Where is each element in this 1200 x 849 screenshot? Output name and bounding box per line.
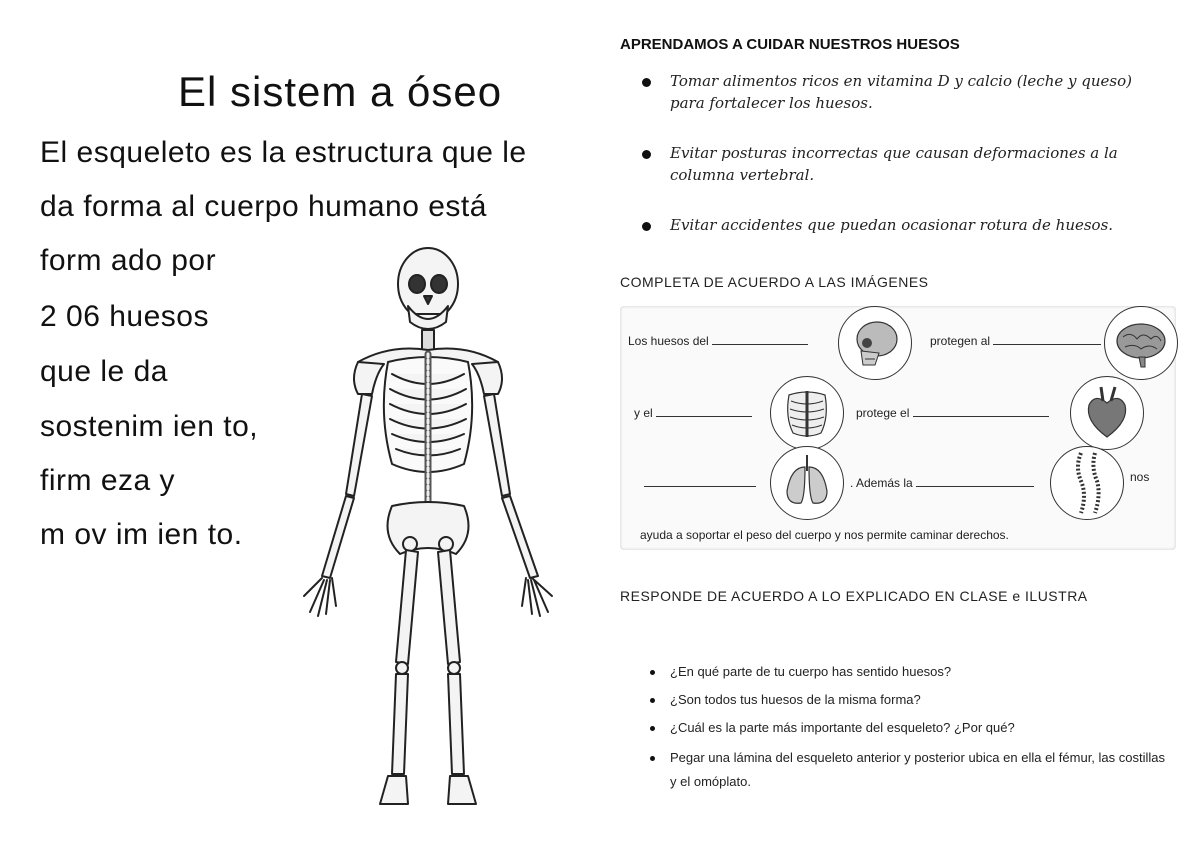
worksheet-row2a xyxy=(634,406,752,420)
bullet-icon xyxy=(642,78,651,87)
blank-field[interactable] xyxy=(916,476,1034,487)
lungs-icon xyxy=(770,446,844,520)
question-text: Pegar una lámina del esqueleto anterior y posterior ubica en ella el fémur, las costillas y el omóplato. xyxy=(670,750,1165,789)
skull-icon xyxy=(838,306,912,380)
page-title: El sistem a óseo xyxy=(178,68,503,115)
intro-line-5: que le da xyxy=(40,355,168,388)
intro-line-6: sostenim ien to, xyxy=(40,410,259,443)
fill-in-worksheet xyxy=(620,306,1176,550)
worksheet-row2a-text: y el xyxy=(634,406,653,420)
care-item-text: Tomar alimentos ricos en vitamina D y calcio (leche y queso) para fortalecer los huesos. xyxy=(670,72,1132,112)
skeleton-illustration-icon xyxy=(280,244,610,814)
intro-line-8: m ov im ien to. xyxy=(40,518,243,551)
question-text: ¿En qué parte de tu cuerpo has sentido huesos? xyxy=(670,664,952,679)
question-item xyxy=(650,716,1170,740)
bullet-icon xyxy=(650,726,655,731)
worksheet-row3b: nos xyxy=(1130,470,1150,484)
blank-field[interactable] xyxy=(656,406,752,417)
worksheet-row1a xyxy=(628,334,808,348)
worksheet-row3a-text: . Además la xyxy=(850,476,913,490)
complete-title: COMPLETA DE ACUERDO A LAS IMÁGENES xyxy=(620,274,929,290)
bullet-icon xyxy=(650,670,655,675)
worksheet-row2b-text: protege el xyxy=(856,406,910,420)
care-item-text: Evitar posturas incorrectas que causan deformaciones a la columna vertebral. xyxy=(670,144,1118,184)
question-text: ¿Son todos tus huesos de la misma forma? xyxy=(670,692,921,707)
blank-field[interactable] xyxy=(913,406,1049,417)
care-title: APRENDAMOS A CUIDAR NUESTROS HUESOS xyxy=(620,36,960,53)
intro-line-4: 2 06 huesos xyxy=(40,300,209,333)
bullet-icon xyxy=(650,756,655,761)
blank-field[interactable] xyxy=(644,476,756,487)
worksheet-row1b-text: protegen al xyxy=(930,334,991,348)
spine-icon xyxy=(1050,446,1124,520)
bullet-icon xyxy=(650,698,655,703)
worksheet-row1a-text: Los huesos del xyxy=(628,334,709,348)
worksheet-row1b xyxy=(930,334,1101,348)
worksheet-row3a xyxy=(850,476,1034,490)
worksheet-row2b xyxy=(856,406,1049,420)
intro-line-3: form ado por xyxy=(40,244,217,277)
care-item-text: Evitar accidentes que puedan ocasionar rotura de huesos. xyxy=(670,216,1114,234)
care-item xyxy=(648,214,1168,236)
question-item xyxy=(650,660,1170,684)
worksheet-row4: ayuda a soportar el peso del cuerpo y nos permite caminar derechos. xyxy=(640,528,1009,542)
care-item xyxy=(648,70,1168,114)
bullet-icon xyxy=(642,150,651,159)
brain-icon xyxy=(1104,306,1178,380)
question-item xyxy=(650,746,1170,794)
worksheet-row3-blank xyxy=(644,476,756,490)
blank-field[interactable] xyxy=(712,334,808,345)
heart-icon xyxy=(1070,376,1144,450)
intro-line-1: El esqueleto es la estructura que le xyxy=(40,136,527,169)
respond-title: RESPONDE DE ACUERDO A LO EXPLICADO EN CLASE e ILUSTRA xyxy=(620,588,1088,604)
ribcage-icon xyxy=(770,376,844,450)
care-item xyxy=(648,142,1168,186)
blank-field[interactable] xyxy=(993,334,1101,345)
question-text: ¿Cuál es la parte más importante del esqueleto? ¿Por qué? xyxy=(670,720,1015,735)
intro-line-2: da forma al cuerpo humano está xyxy=(40,190,487,223)
intro-line-7: firm eza y xyxy=(40,464,176,497)
question-item xyxy=(650,688,1170,712)
bullet-icon xyxy=(642,222,651,231)
